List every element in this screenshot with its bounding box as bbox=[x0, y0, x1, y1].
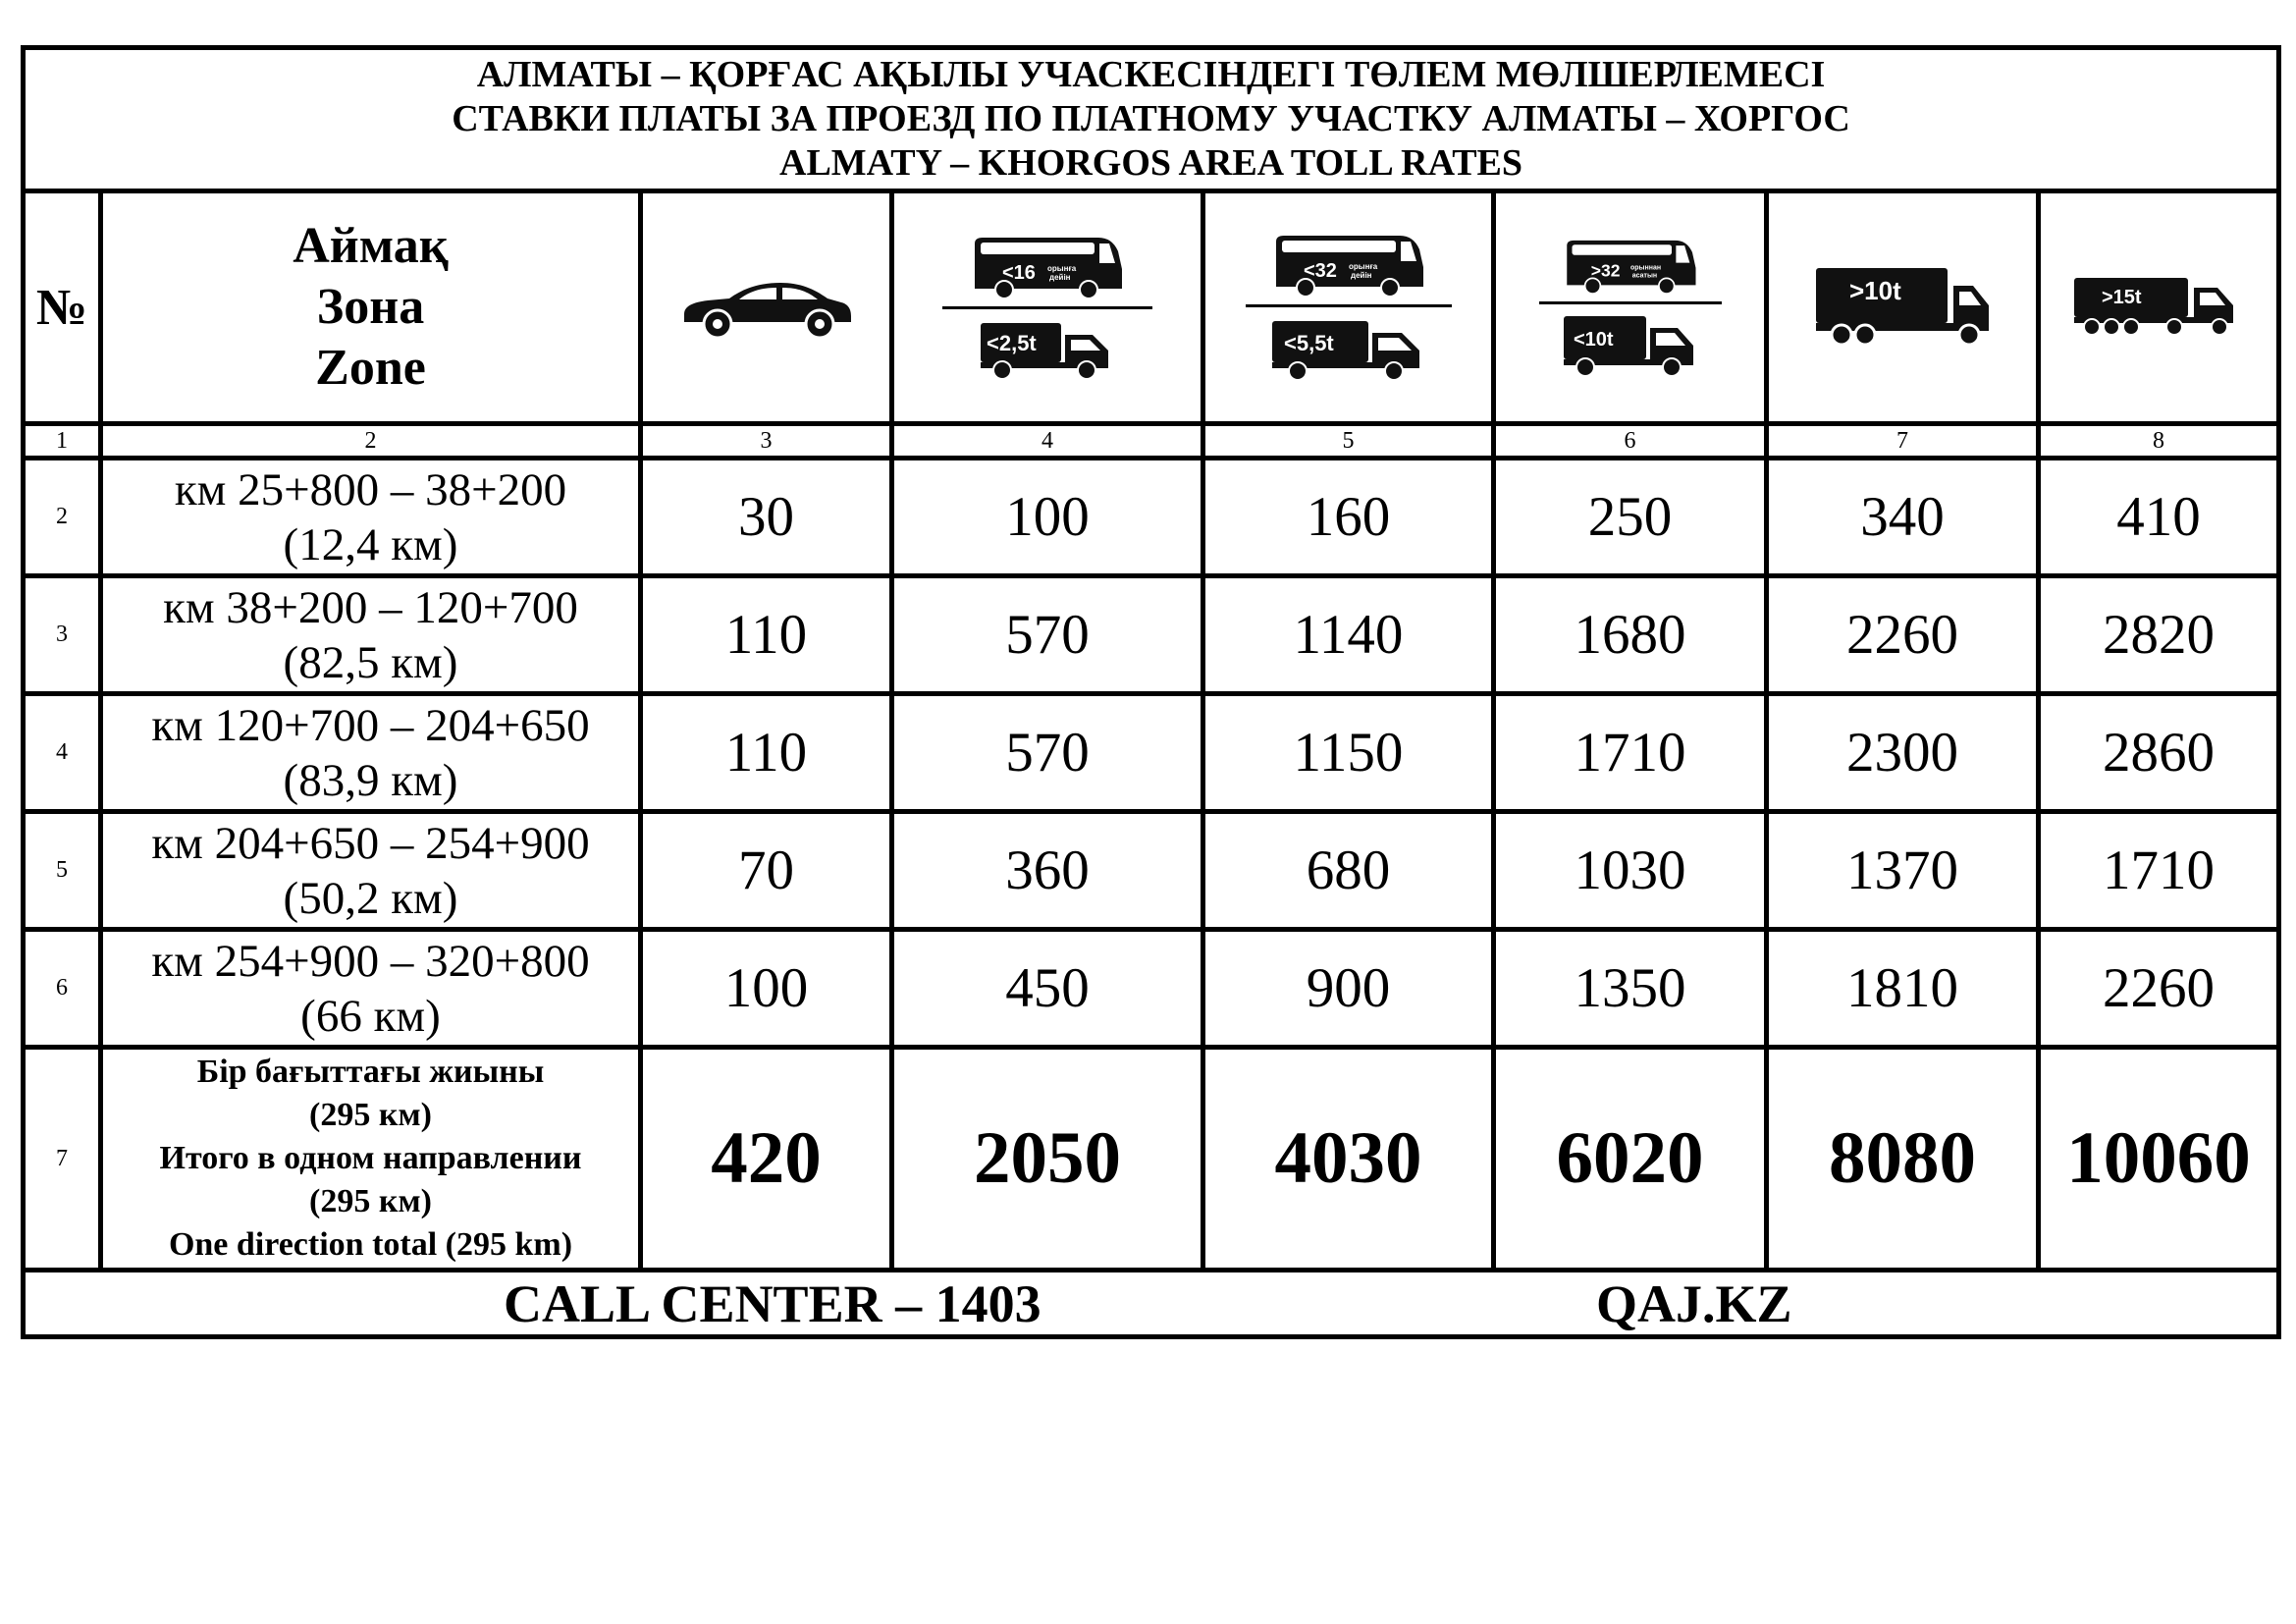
zone-header-kazakh: Аймақ bbox=[293, 218, 449, 274]
table-title bbox=[24, 48, 2279, 191]
long-truck-icon bbox=[2072, 276, 2245, 339]
rate-cell: 1810 bbox=[1767, 930, 2039, 1048]
table-row bbox=[24, 812, 2279, 930]
bus-icon bbox=[969, 236, 1126, 300]
rate-cell: 680 bbox=[1203, 812, 1494, 930]
rate-cell: 1370 bbox=[1767, 812, 2039, 930]
rate-cell: 900 bbox=[1203, 930, 1494, 1048]
bus-icon bbox=[1270, 234, 1427, 298]
class-divider bbox=[942, 306, 1152, 309]
footer bbox=[24, 1271, 2279, 1337]
zone-range: км 120+700 – 204+650 bbox=[151, 699, 590, 751]
zone-header bbox=[101, 191, 641, 424]
truck-label: >10t bbox=[1849, 276, 1901, 305]
vehicle-class-5 bbox=[1767, 191, 2039, 424]
zone-cell bbox=[101, 812, 641, 930]
column-number-row bbox=[24, 424, 2279, 459]
rate-cell: 2260 bbox=[1767, 576, 2039, 694]
column-number: 8 bbox=[2039, 424, 2279, 459]
website-link[interactable]: QAJ.KZ bbox=[1596, 1273, 1792, 1333]
zone-range: км 25+800 – 38+200 bbox=[174, 463, 567, 515]
vehicle-class-6 bbox=[2039, 191, 2279, 424]
zone-length: (83,9 км) bbox=[283, 754, 458, 806]
column-number: 5 bbox=[1203, 424, 1494, 459]
title-kazakh: АЛМАТЫ – ҚОРҒАС АҚЫЛЫ УЧАСКЕСІНДЕГІ ТӨЛЕМ МӨЛШЕРЛЕМЕСІ bbox=[476, 54, 1826, 95]
class-divider bbox=[1246, 304, 1452, 307]
total-rate-cell: 4030 bbox=[1203, 1048, 1494, 1271]
table-row bbox=[24, 459, 2279, 576]
column-number: 3 bbox=[641, 424, 892, 459]
truck-label: <2,5t bbox=[987, 330, 1037, 355]
rate-cell: 1710 bbox=[1494, 694, 1767, 812]
rate-cell: 360 bbox=[892, 812, 1203, 930]
number-header: № bbox=[24, 191, 101, 424]
rate-cell: 2820 bbox=[2039, 576, 2279, 694]
bus-note: орынға bbox=[1047, 263, 1077, 273]
rate-cell: 570 bbox=[892, 576, 1203, 694]
column-number: 1 bbox=[24, 424, 101, 459]
vehicle-class-1 bbox=[641, 191, 892, 424]
zone-range: км 204+650 – 254+900 bbox=[151, 817, 590, 869]
truck-icon bbox=[1562, 314, 1699, 377]
rate-cell: 1680 bbox=[1494, 576, 1767, 694]
rate-cell: 2860 bbox=[2039, 694, 2279, 812]
total-rate-cell: 420 bbox=[641, 1048, 892, 1271]
total-distance-kazakh: (295 км) bbox=[309, 1097, 432, 1133]
footer-row bbox=[24, 1271, 2279, 1337]
zone-range: км 254+900 – 320+800 bbox=[151, 935, 590, 987]
zone-range: км 38+200 – 120+700 bbox=[163, 581, 578, 633]
zone-length: (12,4 км) bbox=[283, 518, 458, 570]
title-row bbox=[24, 48, 2279, 191]
truck-label: >15t bbox=[2102, 287, 2142, 308]
car-icon bbox=[678, 273, 855, 342]
class-divider bbox=[1539, 301, 1722, 304]
truck-label: <5,5t bbox=[1283, 330, 1334, 355]
truck-icon bbox=[1270, 317, 1427, 382]
column-number: 6 bbox=[1494, 424, 1767, 459]
header-row bbox=[24, 191, 2279, 424]
total-label bbox=[101, 1048, 641, 1271]
total-distance-russian: (295 км) bbox=[309, 1183, 432, 1219]
bus-label: <16 bbox=[1002, 261, 1036, 284]
truck-label: <10t bbox=[1573, 328, 1614, 351]
truck-icon bbox=[1814, 266, 1991, 349]
total-label-english: One direction total (295 km) bbox=[168, 1226, 573, 1263]
bus-note: дейін bbox=[1049, 272, 1071, 282]
zone-length: (50,2 км) bbox=[283, 872, 458, 924]
bus-label: >32 bbox=[1590, 260, 1620, 281]
rate-cell: 1350 bbox=[1494, 930, 1767, 1048]
rate-cell: 2260 bbox=[2039, 930, 2279, 1048]
row-number: 3 bbox=[24, 576, 101, 694]
row-number: 6 bbox=[24, 930, 101, 1048]
column-number: 4 bbox=[892, 424, 1203, 459]
row-number: 7 bbox=[24, 1048, 101, 1271]
truck-icon bbox=[979, 319, 1116, 380]
zone-cell bbox=[101, 459, 641, 576]
title-russian: СТАВКИ ПЛАТЫ ЗА ПРОЕЗД ПО ПЛАТНОМУ УЧАСТКУ АЛМАТЫ – ХОРГОС bbox=[452, 98, 1850, 139]
rate-cell: 570 bbox=[892, 694, 1203, 812]
row-number: 2 bbox=[24, 459, 101, 576]
vehicle-class-3 bbox=[1203, 191, 1494, 424]
rate-cell: 160 bbox=[1203, 459, 1494, 576]
row-number: 4 bbox=[24, 694, 101, 812]
rate-cell: 100 bbox=[641, 930, 892, 1048]
zone-cell bbox=[101, 694, 641, 812]
call-center-number: CALL CENTER – 1403 bbox=[504, 1273, 1041, 1333]
toll-rates-table bbox=[21, 45, 2281, 1339]
bus-note: дейін bbox=[1350, 270, 1371, 280]
rate-cell: 110 bbox=[641, 694, 892, 812]
rate-cell: 1030 bbox=[1494, 812, 1767, 930]
vehicle-class-2 bbox=[892, 191, 1203, 424]
table-row bbox=[24, 930, 2279, 1048]
total-rate-cell: 8080 bbox=[1767, 1048, 2039, 1271]
column-number: 2 bbox=[101, 424, 641, 459]
bus-label: <32 bbox=[1303, 259, 1337, 282]
bus-icon bbox=[1562, 239, 1699, 296]
column-number: 7 bbox=[1767, 424, 2039, 459]
total-label-russian: Итого в одном направлении bbox=[159, 1140, 582, 1176]
total-row bbox=[24, 1048, 2279, 1271]
table-row bbox=[24, 694, 2279, 812]
rate-cell: 450 bbox=[892, 930, 1203, 1048]
zone-length: (82,5 км) bbox=[283, 636, 458, 688]
title-english: ALMATY – KHORGOS AREA TOLL RATES bbox=[779, 142, 1523, 184]
rate-cell: 250 bbox=[1494, 459, 1767, 576]
bus-note: орыннан bbox=[1629, 264, 1661, 272]
zone-length: (66 км) bbox=[300, 990, 441, 1042]
total-rate-cell: 2050 bbox=[892, 1048, 1203, 1271]
zone-cell bbox=[101, 930, 641, 1048]
rate-cell: 110 bbox=[641, 576, 892, 694]
table-row bbox=[24, 576, 2279, 694]
total-rate-cell: 6020 bbox=[1494, 1048, 1767, 1271]
row-number: 5 bbox=[24, 812, 101, 930]
bus-note: орынға bbox=[1348, 261, 1377, 271]
rate-cell: 100 bbox=[892, 459, 1203, 576]
zone-header-english: Zone bbox=[315, 340, 426, 396]
rate-cell: 340 bbox=[1767, 459, 2039, 576]
rate-cell: 410 bbox=[2039, 459, 2279, 576]
rate-cell: 1710 bbox=[2039, 812, 2279, 930]
rate-cell: 1140 bbox=[1203, 576, 1494, 694]
bus-note: асатын bbox=[1631, 272, 1657, 279]
zone-cell bbox=[101, 576, 641, 694]
rate-cell: 30 bbox=[641, 459, 892, 576]
total-label-kazakh: Бір бағыттағы жиыны bbox=[196, 1054, 545, 1090]
zone-header-russian: Зона bbox=[316, 279, 425, 335]
rate-cell: 1150 bbox=[1203, 694, 1494, 812]
vehicle-class-4 bbox=[1494, 191, 1767, 424]
total-rate-cell: 10060 bbox=[2039, 1048, 2279, 1271]
rate-cell: 70 bbox=[641, 812, 892, 930]
rate-cell: 2300 bbox=[1767, 694, 2039, 812]
